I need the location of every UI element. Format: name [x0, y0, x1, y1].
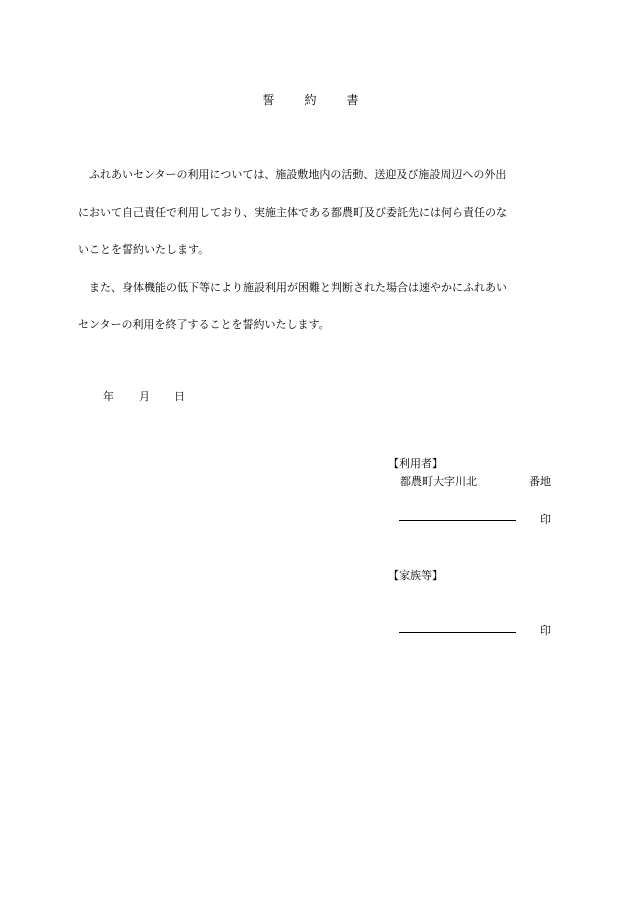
document-title: 誓 約 書: [262, 93, 368, 107]
family-heading: 【家族等】: [388, 569, 443, 582]
date-year-label: 年: [103, 390, 114, 403]
user-signature-line: [399, 520, 516, 521]
user-address-suffix: 番地: [529, 475, 551, 488]
paragraph1-line3: いことを誓約いたします。: [78, 243, 210, 256]
date-month-label: 月: [139, 390, 150, 403]
paragraph2-line2: センターの利用を終了することを誓約いたします。: [78, 318, 330, 331]
date-day-label: 日: [174, 390, 185, 403]
family-signature-line: [399, 632, 516, 633]
user-address-prefix: 都農町大字川北: [400, 475, 477, 488]
family-seal-mark: 印: [540, 624, 551, 637]
user-heading: 【利用者】: [388, 457, 443, 470]
paragraph1-line1: ふれあいセンターの利用については、施設敷地内の活動、送迎及び施設周辺への外出: [78, 168, 507, 181]
paragraph2-line1: また、身体機能の低下等により施設利用が困難と判断された場合は速やかにふれあい: [78, 281, 507, 294]
paragraph1-line2: において自己責任で利用しており、実施主体である都農町及び委託先には何ら責任のな: [78, 206, 507, 219]
user-seal-mark: 印: [540, 513, 551, 526]
